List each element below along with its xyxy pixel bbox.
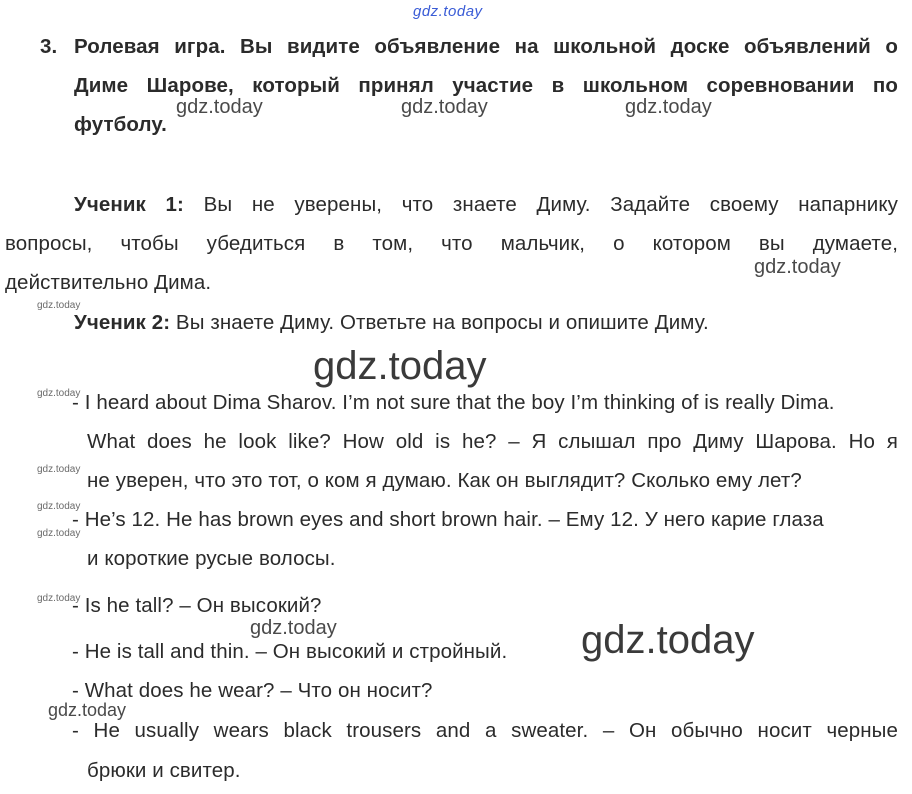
dialogue-5-line-1: - What does he wear? – Что он носит? <box>72 679 433 702</box>
watermark-small: gdz.today <box>37 300 81 311</box>
dialogue-6-line-1: - He usually wears black trousers and a sweater. – Он обычно носит черные <box>72 719 898 742</box>
watermark-small: gdz.today <box>37 388 81 399</box>
watermark-large: gdz.today <box>581 618 755 662</box>
watermark: gdz.today <box>48 700 127 720</box>
student1-line-1 <box>74 193 898 217</box>
dialogue-1-line-1: - I heard about Dima Sharov. I’m not sure that the boy I’m thinking of is really Dima. <box>72 391 835 414</box>
watermark-large: gdz.today <box>313 344 487 388</box>
watermark: gdz.today <box>250 617 337 639</box>
dialogue-2-line-2: и короткие русые волосы. <box>87 547 336 570</box>
task-heading-line-3: футболу. <box>74 113 167 136</box>
student2-text: Вы знаете Диму. Ответьте на вопросы и опишите Диму. <box>175 311 709 334</box>
watermark: gdz.today <box>176 96 263 118</box>
watermark-top: gdz.today <box>413 3 483 20</box>
student1-line-3: действительно Дима. <box>5 271 212 294</box>
dialogue-1-line-3: не уверен, что это тот, о ком я думаю. Как он выглядит? Сколько ему лет? <box>87 469 802 492</box>
watermark: gdz.today <box>754 256 841 278</box>
watermark: gdz.today <box>625 96 712 118</box>
watermark-small: gdz.today <box>37 593 81 604</box>
dialogue-6-line-2: брюки и свитер. <box>87 759 241 782</box>
watermark: gdz.today <box>401 96 488 118</box>
student1-line-2: вопросы, чтобы убедиться в том, что мальчик, о котором вы думаете, <box>5 232 898 255</box>
dialogue-1-line-2: What does he look like? How old is he? – Я слышал про Диму Шарова. Но я <box>87 430 898 453</box>
dialogue-4-line-1: - He is tall and thin. – Он высокий и стройный. <box>72 640 508 663</box>
student2-label: Ученик 2: <box>74 311 171 334</box>
task-number: 3. <box>40 35 58 58</box>
student1-label: Ученик 1: <box>74 193 184 216</box>
task-heading-line-2: Диме Шарове, который принял участие в школьном соревновании по <box>74 74 898 97</box>
dialogue-2-line-1: - He’s 12. He has brown eyes and short brown hair. – Ему 12. У него карие глаза <box>72 508 824 531</box>
watermark-small: gdz.today <box>37 501 81 512</box>
dialogue-3-line-1: - Is he tall? – Он высокий? <box>72 594 322 617</box>
student1-text-1: Вы не уверены, что знаете Диму. Задайте своему напарнику <box>203 193 898 216</box>
watermark-small: gdz.today <box>37 528 81 539</box>
task-heading-line-1: Ролевая игра. Вы видите объявление на школьной доске объявлений о <box>74 35 898 58</box>
watermark-small: gdz.today <box>37 464 81 475</box>
student2-line <box>74 311 709 335</box>
